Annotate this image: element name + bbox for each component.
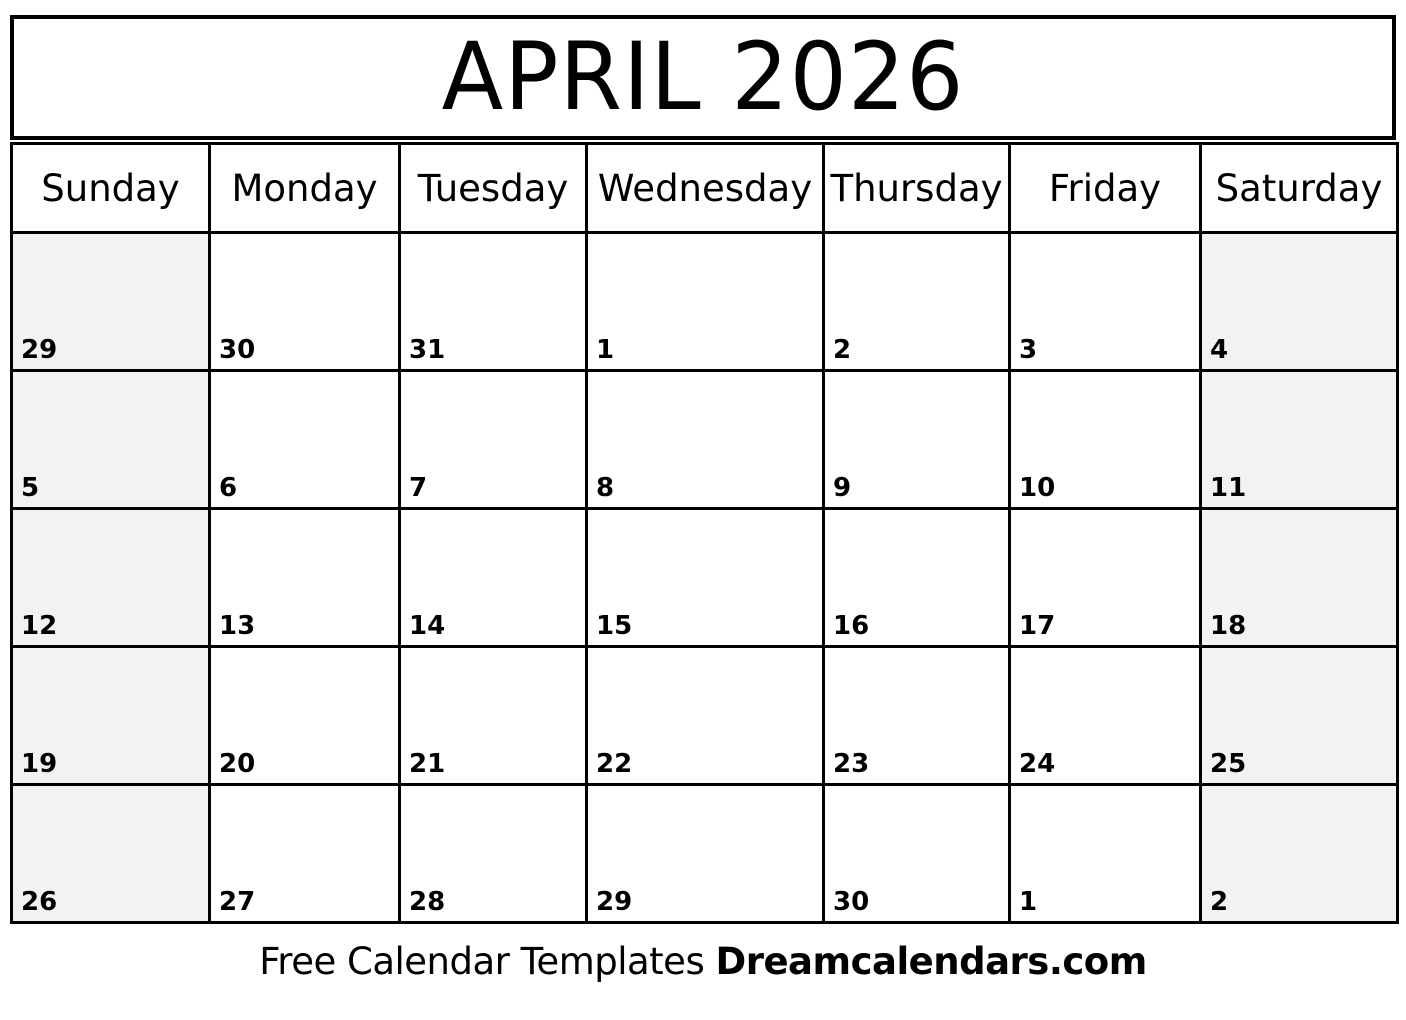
week-row-1 <box>12 233 1398 371</box>
date-number: 16 <box>833 611 870 641</box>
date-number: 25 <box>1210 749 1247 779</box>
day-cell <box>587 233 824 371</box>
day-cell <box>210 785 400 923</box>
day-cell <box>1201 785 1398 923</box>
date-number: 14 <box>409 611 446 641</box>
day-cell <box>400 233 587 371</box>
date-number: 18 <box>1210 611 1247 641</box>
day-cell <box>587 785 824 923</box>
day-cell <box>12 785 210 923</box>
day-cell <box>587 371 824 509</box>
day-cell <box>587 509 824 647</box>
calendar-grid <box>10 142 1399 924</box>
day-cell <box>1010 509 1201 647</box>
weekday-header-wednesday: Wednesday <box>587 144 824 233</box>
day-cell <box>1201 233 1398 371</box>
day-cell <box>210 647 400 785</box>
footer-text: Free Calendar Templates <box>259 940 705 983</box>
weekday-header-saturday: Saturday <box>1201 144 1398 233</box>
date-number: 6 <box>219 473 238 503</box>
calendar-title-box <box>10 15 1396 140</box>
weekday-header-monday: Monday <box>210 144 400 233</box>
date-number: 5 <box>21 473 40 503</box>
day-cell <box>1010 785 1201 923</box>
week-row-4 <box>12 647 1398 785</box>
weekday-header-tuesday: Tuesday <box>400 144 587 233</box>
date-number: 22 <box>596 749 633 779</box>
day-cell <box>1201 509 1398 647</box>
date-number: 29 <box>596 887 633 917</box>
day-cell <box>824 371 1010 509</box>
date-number: 9 <box>833 473 852 503</box>
date-number: 8 <box>596 473 615 503</box>
date-number: 17 <box>1019 611 1056 641</box>
day-cell <box>1201 371 1398 509</box>
date-number: 23 <box>833 749 870 779</box>
week-row-5 <box>12 785 1398 923</box>
date-number: 28 <box>409 887 446 917</box>
date-number: 19 <box>21 749 58 779</box>
calendar-title: APRIL 2026 <box>441 22 965 132</box>
day-cell <box>12 647 210 785</box>
week-row-3 <box>12 509 1398 647</box>
date-number: 7 <box>409 473 428 503</box>
date-number: 20 <box>219 749 256 779</box>
day-cell <box>824 785 1010 923</box>
date-number: 24 <box>1019 749 1056 779</box>
date-number: 12 <box>21 611 58 641</box>
date-number: 13 <box>219 611 256 641</box>
date-number: 30 <box>833 887 870 917</box>
weekday-header-row <box>12 144 1398 233</box>
date-number: 31 <box>409 335 446 365</box>
day-cell <box>824 509 1010 647</box>
day-cell <box>400 509 587 647</box>
day-cell <box>210 509 400 647</box>
date-number: 1 <box>1019 887 1038 917</box>
date-number: 1 <box>596 335 615 365</box>
footer-brand: Dreamcalendars.com <box>715 940 1147 983</box>
date-number: 15 <box>596 611 633 641</box>
day-cell <box>1010 647 1201 785</box>
day-cell <box>1201 647 1398 785</box>
date-number: 26 <box>21 887 58 917</box>
date-number: 10 <box>1019 473 1056 503</box>
day-cell <box>210 233 400 371</box>
date-number: 2 <box>1210 887 1229 917</box>
day-cell <box>1010 371 1201 509</box>
day-cell <box>400 371 587 509</box>
day-cell <box>12 233 210 371</box>
date-number: 4 <box>1210 335 1229 365</box>
weekday-header-friday: Friday <box>1010 144 1201 233</box>
footer <box>10 940 1396 983</box>
day-cell <box>12 509 210 647</box>
day-cell <box>210 371 400 509</box>
date-number: 3 <box>1019 335 1038 365</box>
date-number: 29 <box>21 335 58 365</box>
day-cell <box>824 647 1010 785</box>
day-cell <box>400 647 587 785</box>
date-number: 21 <box>409 749 446 779</box>
weekday-header-sunday: Sunday <box>12 144 210 233</box>
day-cell <box>12 371 210 509</box>
day-cell <box>400 785 587 923</box>
date-number: 11 <box>1210 473 1247 503</box>
date-number: 27 <box>219 887 256 917</box>
weekday-header-thursday: Thursday <box>824 144 1010 233</box>
day-cell <box>1010 233 1201 371</box>
day-cell <box>587 647 824 785</box>
date-number: 2 <box>833 335 852 365</box>
date-number: 30 <box>219 335 256 365</box>
week-row-2 <box>12 371 1398 509</box>
day-cell <box>824 233 1010 371</box>
